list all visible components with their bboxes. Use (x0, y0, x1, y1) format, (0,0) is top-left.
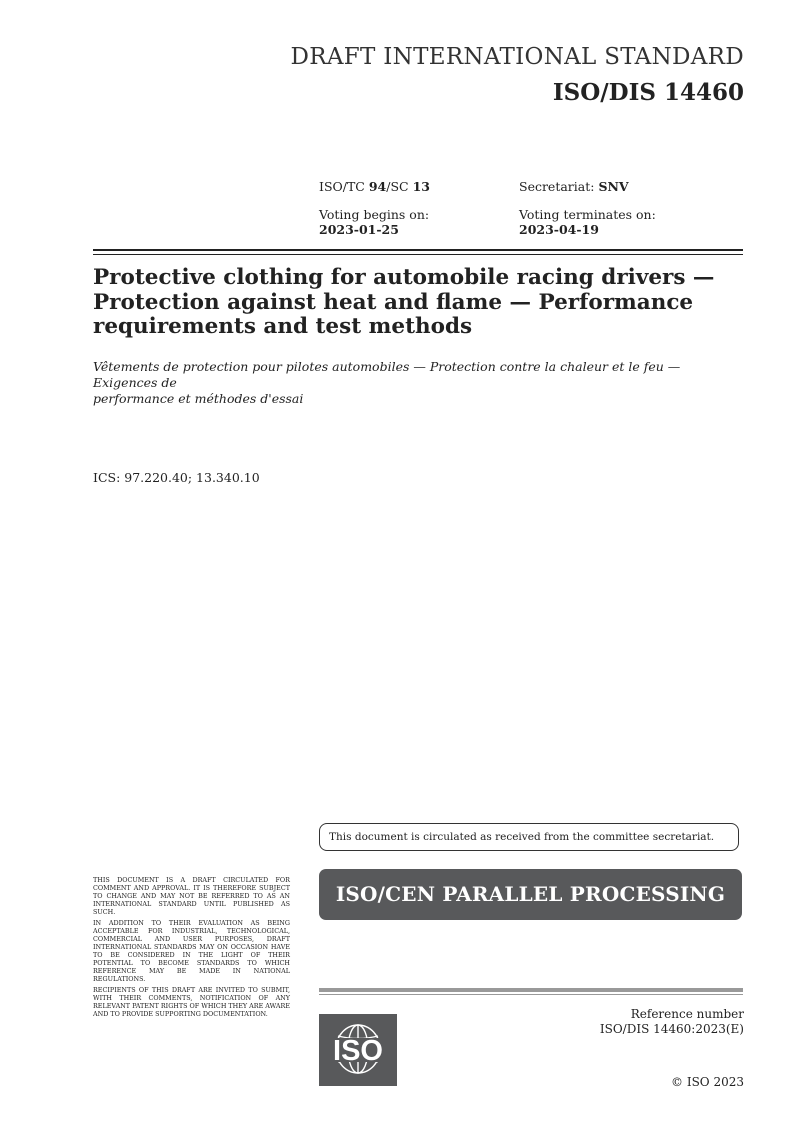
document-title (93, 266, 743, 340)
secretariat-value: SNV (598, 179, 629, 194)
title-line-1: Protective clothing for automobile racing drivers — (93, 265, 715, 290)
circulation-notice: This document is circulated as received from the committee secretariat. (319, 823, 739, 851)
disclaimer-paragraph-2: IN ADDITION TO THEIR EVALUATION AS BEING ACCEPTABLE FOR INDUSTRIAL, TECHNOLOGICAL, COMMERCIAL AND USER PURPOSES, DRAFT INTERNATIONAL STANDARDS MAY ON OCCASION HAVE TO BE CONSIDERED IN THE LIGHT OF THEIR POTENTIAL TO BECOME STANDARDS TO WHICH REFERENCE MAY BE MADE IN NATIONAL REGULATIONS. (93, 919, 290, 983)
disclaimer-paragraph-3: RECIPIENTS OF THIS DRAFT ARE INVITED TO SUBMIT, WITH THEIR COMMENTS, NOTIFICATION OF ANY RELEVANT PATENT RIGHTS OF WHICH THEY ARE AWARE AND TO PROVIDE SUPPORTING DOCUMENTATION. (93, 986, 290, 1018)
voting-terminates-label: Voting terminates on: (519, 207, 656, 222)
footer-divider-thick (319, 988, 743, 992)
voting-terminates-date: 2023-04-19 (519, 222, 599, 237)
committee-reference (319, 179, 430, 194)
committee-separator: /SC (386, 179, 413, 194)
secretariat-label: Secretariat: (519, 179, 599, 194)
french-title-line-1: Vêtements de protection pour pilotes automobiles — Protection contre la chaleur et le feu — Exigences de (93, 359, 681, 390)
title-line-2: Protection against heat and flame — Performance (93, 289, 694, 315)
document-number: ISO/DIS 14460 (552, 79, 744, 106)
ics-codes: ICS: 97.220.40; 13.340.10 (93, 470, 260, 485)
parallel-processing-banner: ISO/CEN PARALLEL PROCESSING (319, 869, 742, 920)
french-title-line-2: performance et méthodes d'essai (93, 391, 304, 406)
header-divider-thin (93, 254, 743, 255)
committee-sc-number: 13 (412, 179, 430, 194)
title-line-3: requirements and test methods (93, 314, 473, 339)
secretariat (519, 179, 629, 194)
committee-prefix: ISO/TC (319, 179, 369, 194)
french-title (93, 359, 748, 407)
iso-logo (319, 1014, 397, 1086)
draft-disclaimer (93, 876, 290, 1021)
iso-logo-text: ISO (333, 1035, 383, 1067)
reference-number-label: Reference number (630, 1007, 744, 1021)
voting-begins-date: 2023-01-25 (319, 222, 399, 237)
committee-tc-number: 94 (368, 179, 387, 194)
iso-logo-icon (319, 1014, 397, 1086)
footer-divider-thin (319, 994, 743, 995)
reference-number: ISO/DIS 14460:2023(E) (599, 1022, 744, 1036)
voting-begins-label: Voting begins on: (319, 207, 430, 222)
document-type-heading: DRAFT INTERNATIONAL STANDARD (290, 44, 744, 70)
copyright-notice: © ISO 2023 (671, 1075, 744, 1089)
disclaimer-paragraph-1: THIS DOCUMENT IS A DRAFT CIRCULATED FOR COMMENT AND APPROVAL. IT IS THEREFORE SUBJECT TO CHANGE AND MAY NOT BE REFERRED TO AS AN INTERNATIONAL STANDARD UNTIL PUBLISHED AS SUCH. (93, 876, 290, 916)
header-divider-thick (93, 249, 743, 251)
